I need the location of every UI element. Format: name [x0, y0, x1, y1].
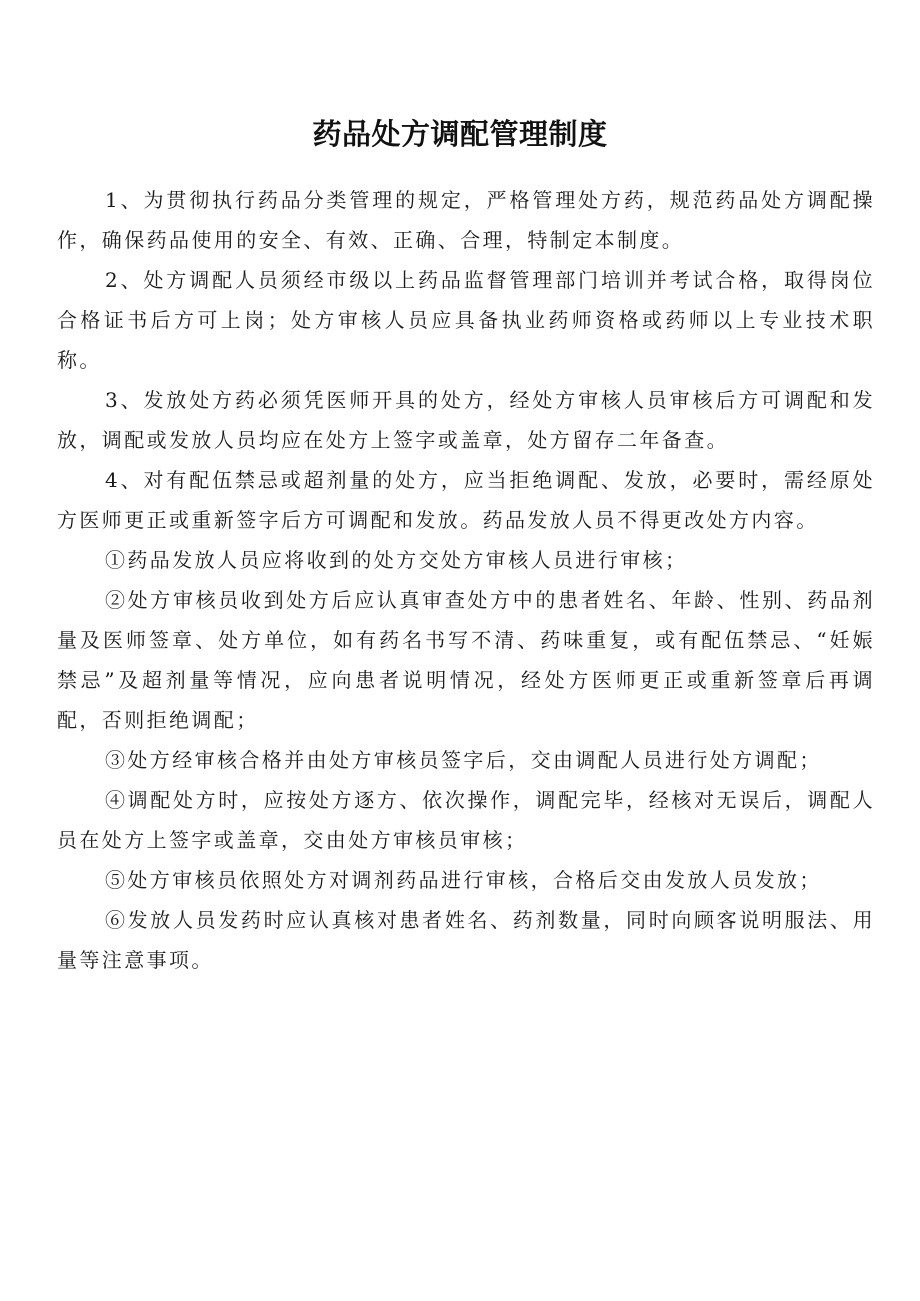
- paragraph-4: 4、对有配伍禁忌或超剂量的处方，应当拒绝调配、发放，必要时，需经原处方医师更正或重新签字后方可调配和发放。药品发放人员不得更改处方内容。: [57, 468, 875, 532]
- document-body: [57, 180, 875, 980]
- paragraph-3: 3、发放处方药必须凭医师开具的处方，经处方审核人员审核后方可调配和发放，调配或发放人员均应在处方上签字或盖章，处方留存二年备查。: [57, 388, 875, 452]
- document-title: 药品处方调配管理制度: [312, 117, 608, 151]
- paragraph-1: 1、为贯彻执行药品分类管理的规定，严格管理处方药，规范药品处方调配操作，确保药品使用的安全、有效、正确、合理，特制定本制度。: [57, 188, 875, 252]
- procedure-step-1: ①药品发放人员应将收到的处方交处方审核人员进行审核；: [105, 548, 688, 572]
- paragraph-2: 2、处方调配人员须经市级以上药品监督管理部门培训并考试合格，取得岗位合格证书后方可上岗；处方审核人员应具备执业药师资格或药师以上专业技术职称。: [57, 268, 875, 372]
- procedure-step-3: ③处方经审核合格并由处方审核员签字后，交由调配人员进行处方调配；: [105, 748, 822, 772]
- procedure-step-5: ⑤处方审核员依照处方对调剂药品进行审核，合格后交由发放人员发放；: [105, 868, 822, 892]
- procedure-step-6: ⑥发放人员发药时应认真核对患者姓名、药剂数量，同时向顾客说明服法、用量等注意事项。: [57, 908, 875, 972]
- procedure-step-4: ④调配处方时，应按处方逐方、依次操作，调配完毕，经核对无误后，调配人员在处方上签字或盖章，交由处方审核员审核；: [57, 788, 875, 852]
- procedure-step-2: ②处方审核员收到处方后应认真审查处方中的患者姓名、年龄、性别、药品剂量及医师签章、处方单位，如有药名书写不清、药味重复，或有配伍禁忌、“妊娠禁忌”及超剂量等情况，应向患者说明情况，经处方医师更正或重新签章后再调配，否则拒绝调配；: [57, 588, 875, 732]
